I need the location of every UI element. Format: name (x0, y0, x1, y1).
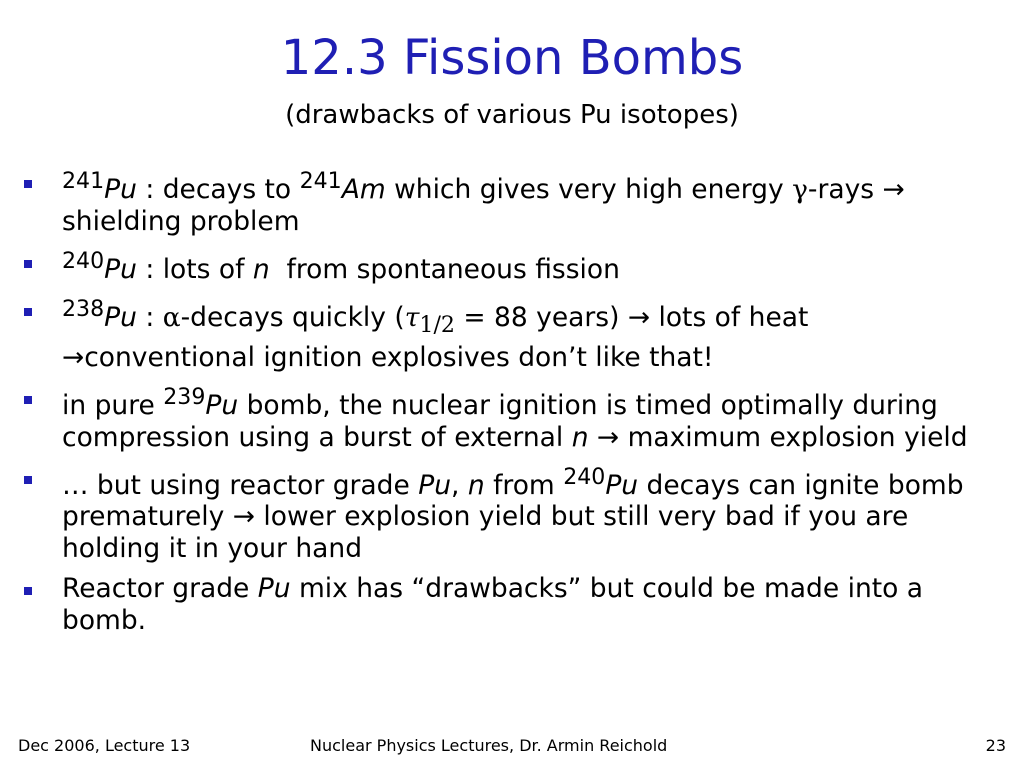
neutron-symbol: n (252, 253, 270, 285)
slide-subtitle: (drawbacks of various Pu isotopes) (285, 100, 739, 130)
arrow-icon: → (596, 421, 620, 453)
mass-number: 240 (62, 248, 105, 274)
page-number: 23 (985, 736, 1006, 755)
text: : (136, 301, 163, 333)
text: -decays quickly ( (180, 301, 405, 333)
arrow-icon: → (62, 341, 85, 373)
text: … but using reactor grade (62, 469, 419, 501)
half-life-subscript: 1/2 (419, 312, 455, 338)
arrow-icon: → (627, 301, 651, 333)
text: bomb, the nuclear ignition is timed optimally during compression using a burst of external (62, 389, 938, 453)
element-symbol: Pu (418, 469, 451, 501)
bullet-item-pu239 (24, 382, 1009, 454)
text: decays can ignite bomb prematurely (62, 469, 964, 533)
element-symbol: Pu (257, 573, 291, 605)
bullet-item-pu238 (24, 294, 1009, 374)
gamma-symbol: γ (792, 173, 808, 205)
element-symbol: Pu (104, 253, 137, 285)
footer-date: Dec 2006, Lecture 13 (18, 736, 191, 755)
element-symbol: Pu (104, 173, 137, 205)
tau-symbol: τ (404, 301, 420, 333)
element-symbol: Pu (205, 389, 239, 421)
bullet-square-icon (24, 396, 32, 404)
text: from (484, 469, 564, 501)
element-symbol: Pu (605, 469, 639, 501)
arrow-icon: → (882, 173, 905, 205)
neutron-symbol: n (571, 421, 589, 453)
mass-number: 238 (62, 296, 105, 322)
text: lower explosion yield but still very bad if you are holding it in your hand (62, 501, 909, 565)
mass-number: 240 (563, 464, 606, 490)
text: which gives very high energy (385, 173, 793, 205)
bullet-square-icon (24, 587, 32, 595)
bullet-square-icon (24, 260, 32, 268)
text: from spontaneous fission (269, 253, 620, 285)
text: : decays to (136, 173, 300, 205)
slide-title: 12.3 Fission Bombs (280, 30, 744, 86)
element-symbol: Pu (104, 301, 137, 333)
text: lots of heat (650, 301, 809, 333)
bullet-square-icon (24, 308, 32, 316)
text: -rays (807, 173, 883, 205)
alpha-symbol: α (162, 301, 181, 333)
text: Reactor grade (62, 573, 258, 605)
text: , (451, 469, 468, 501)
bullet-square-icon (24, 476, 32, 484)
neutron-symbol: n (467, 469, 485, 501)
bullet-list (24, 166, 1009, 645)
text: : lots of (136, 253, 253, 285)
mass-number: 239 (163, 384, 206, 410)
bullet-item-reactor-grade (24, 462, 1009, 566)
bullet-item-pu240 (24, 246, 1009, 286)
text: conventional ignition explosives don’t like that! (84, 341, 714, 373)
arrow-icon: → (232, 501, 255, 533)
bullet-item-conclusion (24, 573, 1009, 637)
bullet-square-icon (24, 180, 32, 188)
text: shielding problem (62, 205, 300, 237)
text: in pure (62, 389, 164, 421)
bullet-item-pu241 (24, 166, 1009, 238)
footer-course: Nuclear Physics Lectures, Dr. Armin Reichold (310, 736, 668, 755)
text (588, 422, 596, 453)
text: maximum explosion yield (619, 421, 968, 453)
mass-number: 241 (62, 169, 105, 194)
element-symbol: Am (341, 173, 386, 205)
text: mix has “drawbacks” but could be made into a bomb. (62, 573, 924, 637)
mass-number: 241 (299, 169, 342, 194)
text: = 88 years) (454, 301, 628, 333)
